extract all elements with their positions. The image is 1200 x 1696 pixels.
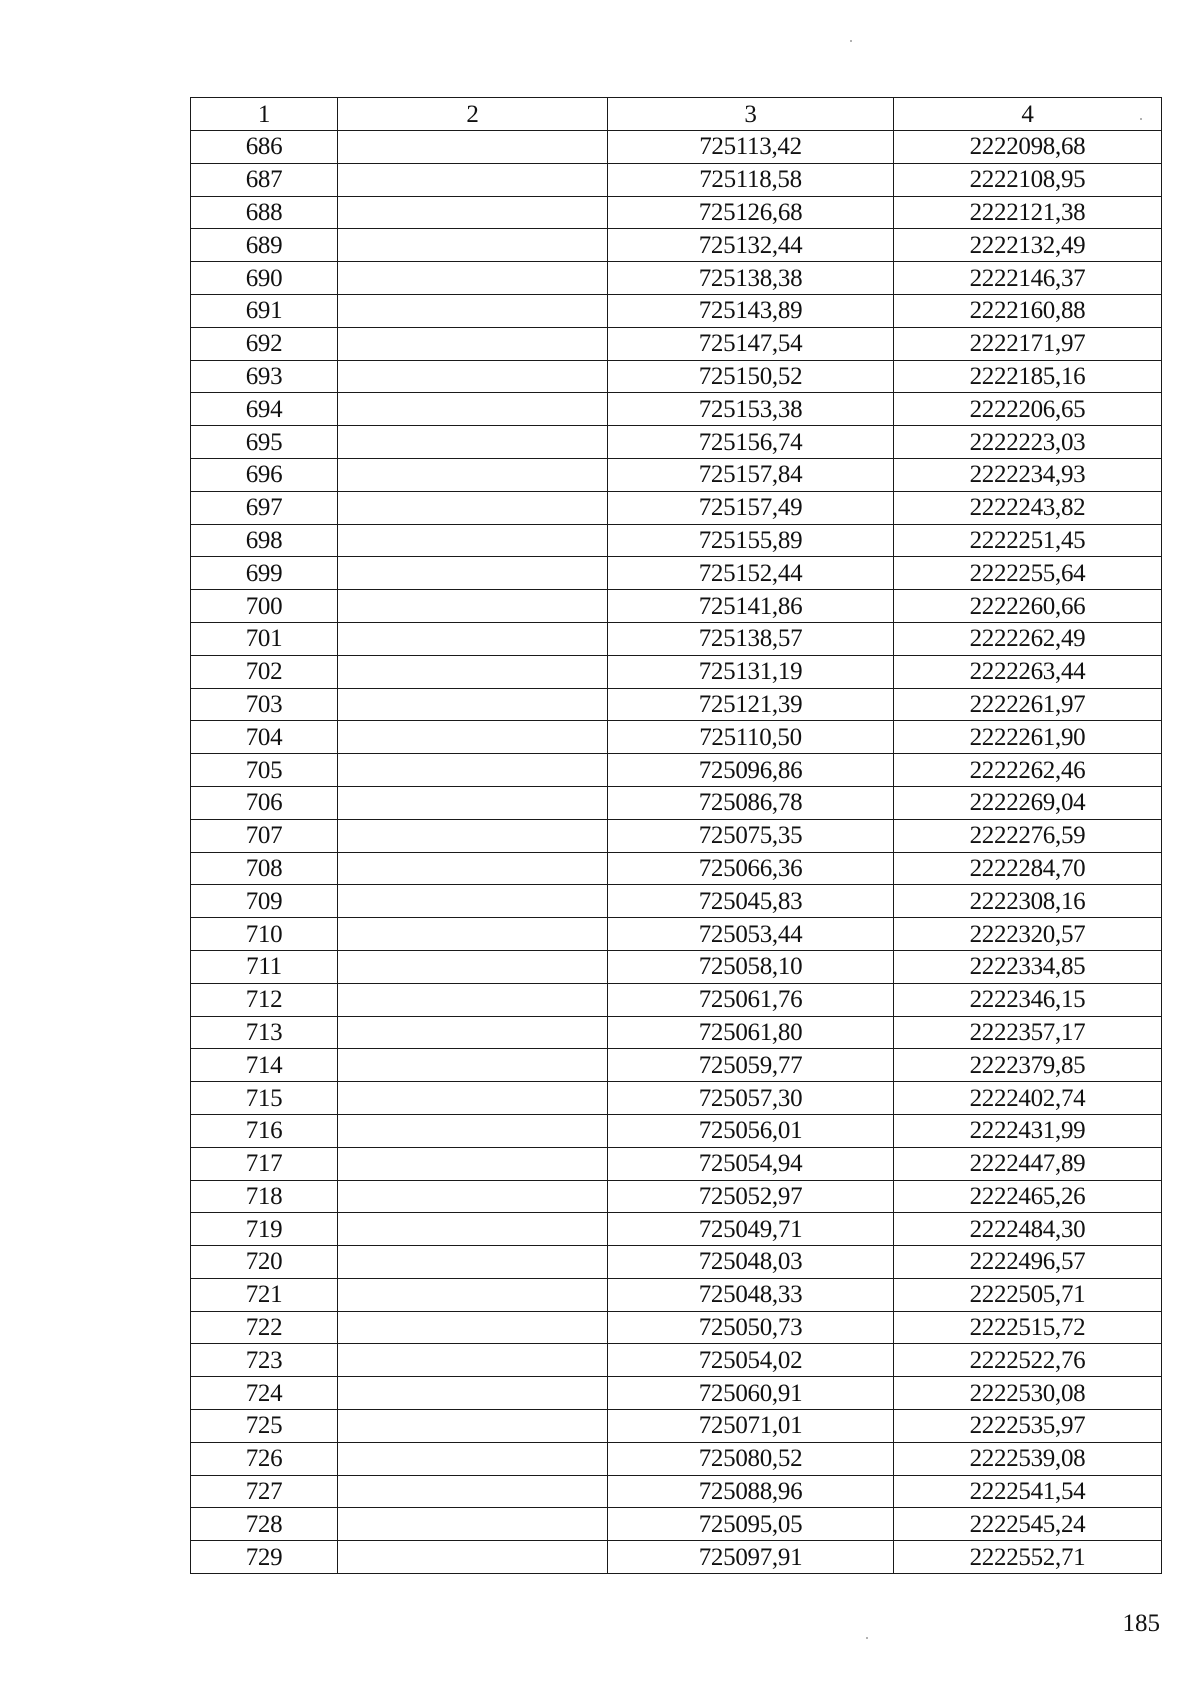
name-cell	[338, 1114, 608, 1147]
table-row	[191, 754, 1162, 787]
table-row	[191, 1442, 1162, 1475]
name-cell	[338, 327, 608, 360]
point-number-cell: 697	[191, 491, 338, 524]
table-row	[191, 393, 1162, 426]
scan-speck	[866, 1637, 868, 1639]
y-coordinate-cell: 2222206,65	[894, 393, 1162, 426]
table-row	[191, 458, 1162, 491]
y-coordinate-cell: 2222098,68	[894, 131, 1162, 164]
point-number-cell: 722	[191, 1311, 338, 1344]
table-row	[191, 196, 1162, 229]
name-cell	[338, 1344, 608, 1377]
point-number-cell: 688	[191, 196, 338, 229]
x-coordinate-cell: 725057,30	[608, 1082, 894, 1115]
name-cell	[338, 950, 608, 983]
x-coordinate-cell: 725066,36	[608, 852, 894, 885]
x-coordinate-cell: 725096,86	[608, 754, 894, 787]
x-coordinate-cell: 725080,52	[608, 1442, 894, 1475]
table-row	[191, 852, 1162, 885]
name-cell	[338, 688, 608, 721]
point-number-cell: 713	[191, 1016, 338, 1049]
table-row	[191, 655, 1162, 688]
table-row	[191, 688, 1162, 721]
name-cell	[338, 1475, 608, 1508]
y-coordinate-cell: 2222262,49	[894, 622, 1162, 655]
table-row	[191, 1082, 1162, 1115]
point-number-cell: 717	[191, 1147, 338, 1180]
table-row	[191, 1344, 1162, 1377]
x-coordinate-cell: 725053,44	[608, 918, 894, 951]
point-number-cell: 716	[191, 1114, 338, 1147]
table-row	[191, 327, 1162, 360]
y-coordinate-cell: 2222284,70	[894, 852, 1162, 885]
point-number-cell: 700	[191, 590, 338, 623]
x-coordinate-cell: 725113,42	[608, 131, 894, 164]
table-row	[191, 1410, 1162, 1443]
table-row	[191, 950, 1162, 983]
name-cell	[338, 1180, 608, 1213]
point-number-cell: 724	[191, 1377, 338, 1410]
table-body	[191, 131, 1162, 1574]
x-coordinate-cell: 725157,49	[608, 491, 894, 524]
x-coordinate-cell: 725049,71	[608, 1213, 894, 1246]
point-number-cell: 725	[191, 1410, 338, 1443]
page-number: 185	[1122, 1610, 1160, 1637]
name-cell	[338, 655, 608, 688]
point-number-cell: 701	[191, 622, 338, 655]
x-coordinate-cell: 725141,86	[608, 590, 894, 623]
x-coordinate-cell: 725054,02	[608, 1344, 894, 1377]
x-coordinate-cell: 725045,83	[608, 885, 894, 918]
point-number-cell: 719	[191, 1213, 338, 1246]
name-cell	[338, 1508, 608, 1541]
point-number-cell: 729	[191, 1541, 338, 1574]
x-coordinate-cell: 725153,38	[608, 393, 894, 426]
name-cell	[338, 1541, 608, 1574]
point-number-cell: 715	[191, 1082, 338, 1115]
x-coordinate-cell: 725061,76	[608, 983, 894, 1016]
x-coordinate-cell: 725110,50	[608, 721, 894, 754]
y-coordinate-cell: 2222262,46	[894, 754, 1162, 787]
y-coordinate-cell: 2222541,54	[894, 1475, 1162, 1508]
x-coordinate-cell: 725061,80	[608, 1016, 894, 1049]
point-number-cell: 702	[191, 655, 338, 688]
name-cell	[338, 786, 608, 819]
y-coordinate-cell: 2222379,85	[894, 1049, 1162, 1082]
point-number-cell: 708	[191, 852, 338, 885]
point-number-cell: 699	[191, 557, 338, 590]
x-coordinate-cell: 725155,89	[608, 524, 894, 557]
x-coordinate-cell: 725143,89	[608, 294, 894, 327]
table-row	[191, 1114, 1162, 1147]
y-coordinate-cell: 2222260,66	[894, 590, 1162, 623]
y-coordinate-cell: 2222515,72	[894, 1311, 1162, 1344]
x-coordinate-cell: 725138,38	[608, 262, 894, 295]
x-coordinate-cell: 725088,96	[608, 1475, 894, 1508]
point-number-cell: 704	[191, 721, 338, 754]
name-cell	[338, 393, 608, 426]
table-row	[191, 163, 1162, 196]
header-cell-col-2: 2	[338, 98, 608, 131]
y-coordinate-cell: 2222496,57	[894, 1246, 1162, 1279]
table-row	[191, 1049, 1162, 1082]
name-cell	[338, 1016, 608, 1049]
point-number-cell: 709	[191, 885, 338, 918]
table-row	[191, 1278, 1162, 1311]
y-coordinate-cell: 2222223,03	[894, 426, 1162, 459]
y-coordinate-cell: 2222545,24	[894, 1508, 1162, 1541]
point-number-cell: 686	[191, 131, 338, 164]
x-coordinate-cell: 725052,97	[608, 1180, 894, 1213]
point-number-cell: 692	[191, 327, 338, 360]
x-coordinate-cell: 725150,52	[608, 360, 894, 393]
point-number-cell: 720	[191, 1246, 338, 1279]
point-number-cell: 723	[191, 1344, 338, 1377]
x-coordinate-cell: 725157,84	[608, 458, 894, 491]
table-row	[191, 983, 1162, 1016]
x-coordinate-cell: 725126,68	[608, 196, 894, 229]
y-coordinate-cell: 2222447,89	[894, 1147, 1162, 1180]
y-coordinate-cell: 2222251,45	[894, 524, 1162, 557]
x-coordinate-cell: 725071,01	[608, 1410, 894, 1443]
table-row	[191, 360, 1162, 393]
y-coordinate-cell: 2222160,88	[894, 294, 1162, 327]
point-number-cell: 721	[191, 1278, 338, 1311]
x-coordinate-cell: 725132,44	[608, 229, 894, 262]
table-row	[191, 1180, 1162, 1213]
y-coordinate-cell: 2222539,08	[894, 1442, 1162, 1475]
x-coordinate-cell: 725131,19	[608, 655, 894, 688]
y-coordinate-cell: 2222171,97	[894, 327, 1162, 360]
y-coordinate-cell: 2222234,93	[894, 458, 1162, 491]
y-coordinate-cell: 2222269,04	[894, 786, 1162, 819]
table-row	[191, 885, 1162, 918]
y-coordinate-cell: 2222243,82	[894, 491, 1162, 524]
point-number-cell: 706	[191, 786, 338, 819]
x-coordinate-cell: 725060,91	[608, 1377, 894, 1410]
name-cell	[338, 1442, 608, 1475]
x-coordinate-cell: 725095,05	[608, 1508, 894, 1541]
header-row	[191, 98, 1162, 131]
y-coordinate-cell: 2222357,17	[894, 1016, 1162, 1049]
table-row	[191, 1213, 1162, 1246]
x-coordinate-cell: 725086,78	[608, 786, 894, 819]
table-row	[191, 1475, 1162, 1508]
table-row	[191, 229, 1162, 262]
y-coordinate-cell: 2222263,44	[894, 655, 1162, 688]
table-row	[191, 1311, 1162, 1344]
table-row	[191, 1541, 1162, 1574]
name-cell	[338, 1147, 608, 1180]
point-number-cell: 712	[191, 983, 338, 1016]
name-cell	[338, 1311, 608, 1344]
name-cell	[338, 1377, 608, 1410]
name-cell	[338, 622, 608, 655]
name-cell	[338, 590, 608, 623]
table-row	[191, 524, 1162, 557]
x-coordinate-cell: 725147,54	[608, 327, 894, 360]
point-number-cell: 705	[191, 754, 338, 787]
scan-speck	[850, 40, 852, 42]
x-coordinate-cell: 725097,91	[608, 1541, 894, 1574]
table-row	[191, 721, 1162, 754]
name-cell	[338, 852, 608, 885]
point-number-cell: 693	[191, 360, 338, 393]
name-cell	[338, 458, 608, 491]
name-cell	[338, 1246, 608, 1279]
coordinates-table	[190, 97, 1162, 1574]
table-row	[191, 1147, 1162, 1180]
y-coordinate-cell: 2222334,85	[894, 950, 1162, 983]
x-coordinate-cell: 725156,74	[608, 426, 894, 459]
name-cell	[338, 294, 608, 327]
point-number-cell: 726	[191, 1442, 338, 1475]
point-number-cell: 698	[191, 524, 338, 557]
name-cell	[338, 131, 608, 164]
name-cell	[338, 721, 608, 754]
name-cell	[338, 524, 608, 557]
point-number-cell: 718	[191, 1180, 338, 1213]
point-number-cell: 707	[191, 819, 338, 852]
table-row	[191, 819, 1162, 852]
point-number-cell: 703	[191, 688, 338, 721]
name-cell	[338, 1410, 608, 1443]
table-row	[191, 1246, 1162, 1279]
point-number-cell: 727	[191, 1475, 338, 1508]
x-coordinate-cell: 725138,57	[608, 622, 894, 655]
name-cell	[338, 885, 608, 918]
y-coordinate-cell: 2222108,95	[894, 163, 1162, 196]
x-coordinate-cell: 725059,77	[608, 1049, 894, 1082]
table-row	[191, 131, 1162, 164]
y-coordinate-cell: 2222261,97	[894, 688, 1162, 721]
name-cell	[338, 1082, 608, 1115]
name-cell	[338, 262, 608, 295]
name-cell	[338, 1278, 608, 1311]
header-cell-col-3: 3	[608, 98, 894, 131]
name-cell	[338, 983, 608, 1016]
y-coordinate-cell: 2222484,30	[894, 1213, 1162, 1246]
x-coordinate-cell: 725048,33	[608, 1278, 894, 1311]
table-row	[191, 918, 1162, 951]
point-number-cell: 710	[191, 918, 338, 951]
point-number-cell: 711	[191, 950, 338, 983]
table-row	[191, 786, 1162, 819]
x-coordinate-cell: 725075,35	[608, 819, 894, 852]
table-row	[191, 1377, 1162, 1410]
x-coordinate-cell: 725118,58	[608, 163, 894, 196]
table-row	[191, 294, 1162, 327]
name-cell	[338, 1213, 608, 1246]
name-cell	[338, 1049, 608, 1082]
name-cell	[338, 557, 608, 590]
y-coordinate-cell: 2222121,38	[894, 196, 1162, 229]
name-cell	[338, 196, 608, 229]
y-coordinate-cell: 2222465,26	[894, 1180, 1162, 1213]
point-number-cell: 689	[191, 229, 338, 262]
name-cell	[338, 426, 608, 459]
y-coordinate-cell: 2222505,71	[894, 1278, 1162, 1311]
table-row	[191, 557, 1162, 590]
table-row	[191, 590, 1162, 623]
point-number-cell: 714	[191, 1049, 338, 1082]
name-cell	[338, 491, 608, 524]
point-number-cell: 687	[191, 163, 338, 196]
table-row	[191, 262, 1162, 295]
name-cell	[338, 163, 608, 196]
table-row	[191, 491, 1162, 524]
y-coordinate-cell: 2222431,99	[894, 1114, 1162, 1147]
y-coordinate-cell: 2222261,90	[894, 721, 1162, 754]
table-row	[191, 1016, 1162, 1049]
x-coordinate-cell: 725056,01	[608, 1114, 894, 1147]
point-number-cell: 690	[191, 262, 338, 295]
table-row	[191, 1508, 1162, 1541]
header-cell-col-1: 1	[191, 98, 338, 131]
y-coordinate-cell: 2222530,08	[894, 1377, 1162, 1410]
name-cell	[338, 819, 608, 852]
name-cell	[338, 918, 608, 951]
table-row	[191, 426, 1162, 459]
y-coordinate-cell: 2222276,59	[894, 819, 1162, 852]
y-coordinate-cell: 2222402,74	[894, 1082, 1162, 1115]
x-coordinate-cell: 725121,39	[608, 688, 894, 721]
y-coordinate-cell: 2222132,49	[894, 229, 1162, 262]
header-cell-col-4: 4	[894, 98, 1162, 131]
y-coordinate-cell: 2222522,76	[894, 1344, 1162, 1377]
point-number-cell: 694	[191, 393, 338, 426]
y-coordinate-cell: 2222320,57	[894, 918, 1162, 951]
y-coordinate-cell: 2222146,37	[894, 262, 1162, 295]
table-header	[191, 98, 1162, 131]
name-cell	[338, 360, 608, 393]
point-number-cell: 728	[191, 1508, 338, 1541]
point-number-cell: 695	[191, 426, 338, 459]
y-coordinate-cell: 2222185,16	[894, 360, 1162, 393]
name-cell	[338, 229, 608, 262]
y-coordinate-cell: 2222552,71	[894, 1541, 1162, 1574]
y-coordinate-cell: 2222255,64	[894, 557, 1162, 590]
table-row	[191, 622, 1162, 655]
x-coordinate-cell: 725054,94	[608, 1147, 894, 1180]
x-coordinate-cell: 725050,73	[608, 1311, 894, 1344]
x-coordinate-cell: 725058,10	[608, 950, 894, 983]
point-number-cell: 691	[191, 294, 338, 327]
x-coordinate-cell: 725048,03	[608, 1246, 894, 1279]
x-coordinate-cell: 725152,44	[608, 557, 894, 590]
point-number-cell: 696	[191, 458, 338, 491]
y-coordinate-cell: 2222535,97	[894, 1410, 1162, 1443]
y-coordinate-cell: 2222308,16	[894, 885, 1162, 918]
name-cell	[338, 754, 608, 787]
y-coordinate-cell: 2222346,15	[894, 983, 1162, 1016]
